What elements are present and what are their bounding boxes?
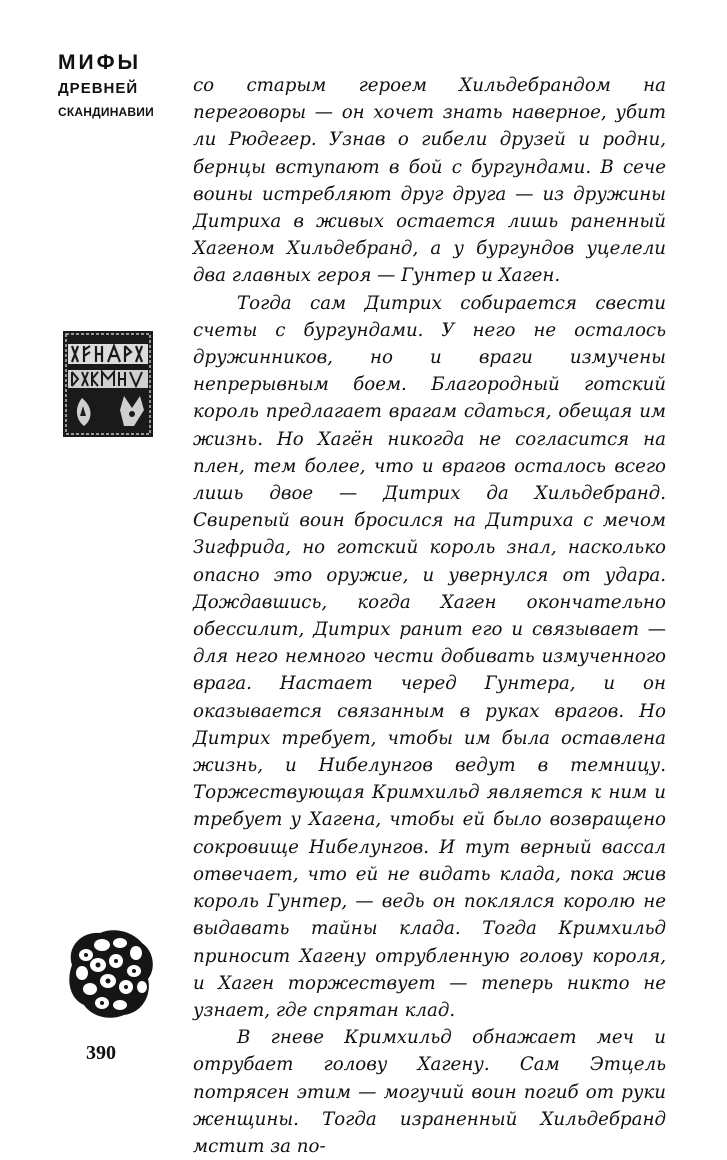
paragraph-3: В гневе Кримхильд обнажает меч и отрубает голову Хагену. Сам Этцель потрясен этим — могучий воин погиб от руки женщины. Тогда израненный Хильдебранд мстит за по- bbox=[193, 1027, 666, 1157]
paragraph-2: Тогда сам Дитрих собирается свести счеты с бургундами. У него не осталось дружинников, но и враги измучены непрерывным боем. Благородный готский король предлагает врагам сдаться, обещая им жизнь. Но Хагён никогда не согласится на плен, тем более, что и врагов осталось всего лишь двое — Дитрих да Хильдебранд. Свирепый воин бросился на Дитриха с мечом Зигфрида, но готский король знал, насколько опасно это оружие, и увернулся от удара. Дождавшись, когда Хаген окончательно обессилит, Дитрих ранит его и связывает — для него немного чести добивать измученного врага. Настает черед Гунтера, и он оказывается связанным в руках врагов. Но Дитрих требует, чтобы им была оставлена жизнь, и Нибелунгов ведут в темницу. Торжествующая Кримхильд является к ним и требует у Хагена, чтобы ей было возвращено сокровище Нибелунгов. И тут верный вассал отвечает, что ей не видать клада, пока жив король Гунтер, — ведь он поклялся королю не выдавать тайны клада. Тогда Кримхильд приносит Хагену отрубленную голову короля, и Хаген торжествует — теперь никто не узнает, где спрятан клад. bbox=[193, 292, 666, 1021]
cellular-knot-icon bbox=[62, 925, 158, 1021]
page-number: 390 bbox=[86, 1042, 116, 1064]
runic-stamp-icon bbox=[62, 330, 154, 438]
series-title-line-2: ДРЕВНЕЙ bbox=[58, 80, 139, 97]
series-title-line-3: СКАНДИНАВИИ bbox=[58, 105, 154, 119]
body-text bbox=[193, 72, 666, 1160]
paragraph-1: со старым героем Хильдебрандом на переговоры — он хочет знать наверное, убит ли Рюдегер. Узнав о гибели друзей и родни, бернцы вступают в бой с бургундами. В сече воины истребляют друг друга — из дружины Дитриха в живых остается лишь раненный Хагеном Хильдебранд, а у бургундов уцелели два главных героя — Гунтер и Хаген. bbox=[193, 75, 666, 287]
series-header bbox=[58, 52, 170, 118]
series-title-line-1: МИФЫ bbox=[58, 51, 142, 74]
series-title bbox=[58, 52, 170, 118]
